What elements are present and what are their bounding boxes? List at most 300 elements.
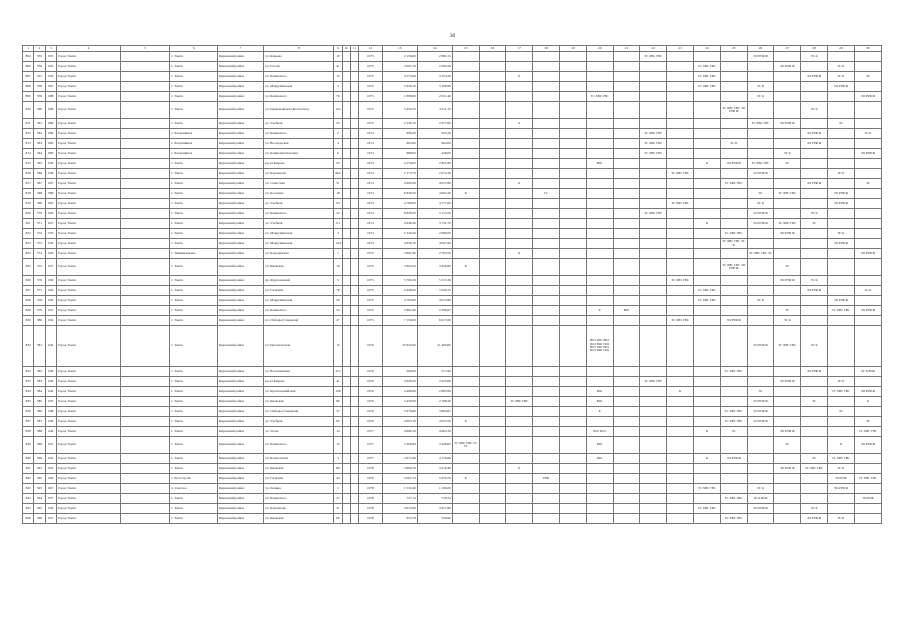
- table-cell-col-12: 1975: [359, 306, 383, 316]
- table-cell-col-1: 845: [23, 504, 34, 514]
- table-cell-col-24: [693, 209, 720, 219]
- table-cell-col-13: 996,20: [382, 129, 417, 139]
- table-cell-col-30: ЭС К: [854, 286, 881, 296]
- table-cell-col-21: [613, 276, 640, 286]
- table-cell-col-26: ТС ХВС ГВС ЭС: [747, 249, 774, 259]
- table-cell-col-10: [342, 367, 350, 377]
- table-cell-col-19: [560, 494, 587, 504]
- table-cell-col-12: 1975: [359, 52, 383, 62]
- table-cell-col-21: [613, 199, 640, 209]
- table-cell-col-24: ТС ХВС ГВС: [693, 62, 720, 72]
- table-cell-col-18: [533, 169, 560, 179]
- table-cell-col-5: [120, 296, 169, 306]
- table-cell-col-15: [452, 139, 479, 149]
- table-cell-col-25: [720, 387, 747, 397]
- table-cell-col-14: 448,00: [417, 149, 452, 159]
- column-number-8: 8: [264, 46, 334, 52]
- table-cell-col-19: [560, 209, 587, 219]
- column-number-28: 28: [801, 46, 828, 52]
- table-row: [23, 306, 882, 316]
- table-cell-col-25: [720, 464, 747, 474]
- column-number-9: 9: [334, 46, 342, 52]
- table-cell-col-13: 3 396,84: [382, 437, 417, 454]
- table-cell-col-24: [693, 189, 720, 199]
- table-cell-col-26: ЭО РУФ Ф: [747, 219, 774, 229]
- table-cell-col-8: ул. Учебная: [264, 119, 334, 129]
- table-cell-col-28: [801, 199, 828, 209]
- table-cell-col-15: [452, 464, 479, 474]
- table-cell-col-26: [747, 102, 774, 119]
- table-cell-col-17: [506, 199, 533, 209]
- table-cell-col-3: 620: [45, 209, 56, 219]
- table-cell-col-1: 833: [23, 377, 34, 387]
- table-cell-col-2: 584: [34, 387, 45, 397]
- table-cell-col-25: [720, 377, 747, 387]
- table-cell-col-2: 555: [34, 52, 45, 62]
- table-cell-col-14: 3 323,80: [417, 377, 452, 387]
- table-cell-col-8: пл. Победы (Северная): [264, 316, 334, 326]
- table-cell-col-16: [479, 276, 506, 286]
- table-cell-col-28: [801, 239, 828, 249]
- table-cell-col-12: 1975: [359, 316, 383, 326]
- table-cell-col-1: 827: [23, 286, 34, 296]
- column-number-10: 10: [342, 46, 350, 52]
- table-row: [23, 367, 882, 377]
- table-cell-col-28: ЭО РУФ Ф: [801, 367, 828, 377]
- table-cell-col-17: [506, 514, 533, 524]
- table-cell-col-19: [560, 159, 587, 169]
- table-cell-col-28: ЭС К: [801, 276, 828, 286]
- table-cell-col-21: [613, 259, 640, 276]
- table-cell-col-6: г. Томск: [170, 316, 217, 326]
- table-cell-col-17: [506, 82, 533, 92]
- table-cell-col-30: ЭО РУФ Ф: [854, 306, 881, 316]
- table-cell-col-10: [342, 397, 350, 407]
- table-cell-col-28: ТС ХВС ГВС: [801, 464, 828, 474]
- table-cell-col-26: [747, 367, 774, 377]
- table-cell-col-24: [693, 169, 720, 179]
- table-cell-col-17: [506, 296, 533, 306]
- table-cell-col-30: ЭО РУФ Ф: [854, 92, 881, 102]
- table-cell-col-23: [667, 129, 694, 139]
- table-cell-col-19: [560, 407, 587, 417]
- table-cell-col-3: 638: [45, 169, 56, 179]
- table-cell-col-10: [342, 102, 350, 119]
- table-cell-col-4: Город Томск: [56, 316, 120, 326]
- table-cell-col-25: ЭО РУФ Ф: [720, 159, 747, 169]
- table-cell-col-11: [350, 249, 358, 259]
- table-cell-col-30: [854, 209, 881, 219]
- table-cell-col-19: [560, 62, 587, 72]
- table-cell-col-16: [479, 259, 506, 276]
- table-cell-col-11: [350, 209, 358, 219]
- table-cell-col-20: [586, 199, 613, 209]
- table-cell-col-2: 594: [34, 494, 45, 504]
- table-cell-col-28: [801, 259, 828, 276]
- table-cell-col-14: 2 031,40: [417, 92, 452, 102]
- table-cell-col-2: 570: [34, 209, 45, 219]
- table-cell-col-10: [342, 199, 350, 209]
- table-cell-col-30: ЭО РУФ Ф: [854, 387, 881, 397]
- table-cell-col-13: 566,60: [382, 367, 417, 377]
- table-cell-col-14: 935,20: [417, 129, 452, 139]
- table-cell-col-23: [667, 397, 694, 407]
- table-cell-col-1: 821: [23, 219, 34, 229]
- table-cell-col-30: ЭО РУФ Ф: [854, 437, 881, 454]
- table-cell-col-29: [827, 494, 854, 504]
- table-cell-col-29: [827, 149, 854, 159]
- table-cell-col-16: [479, 239, 506, 249]
- table-cell-col-25: ТС ХВС ГВС: [720, 367, 747, 377]
- table-cell-col-10: [342, 159, 350, 169]
- table-cell-col-29: [827, 219, 854, 229]
- table-cell-col-24: [693, 149, 720, 159]
- table-cell-col-18: [533, 514, 560, 524]
- table-cell-col-4: Город Томск: [56, 286, 120, 296]
- table-cell-col-11: [350, 296, 358, 306]
- column-number-21: 21: [613, 46, 640, 52]
- table-cell-col-21: [613, 464, 640, 474]
- table-cell-col-13: 4 468,90: [382, 387, 417, 397]
- table-cell-col-20: [586, 504, 613, 514]
- table-cell-col-12: 1978: [359, 514, 383, 524]
- table-cell-col-24: К: [693, 427, 720, 437]
- table-cell-col-10: [342, 209, 350, 219]
- table-cell-col-4: Город Томск: [56, 92, 120, 102]
- table-cell-col-23: [667, 249, 694, 259]
- table-cell-col-13: 4 900,50: [382, 179, 417, 189]
- table-cell-col-11: [350, 437, 358, 454]
- table-cell-col-8: ул. Косарева: [264, 189, 334, 199]
- table-cell-col-9: 12а: [334, 102, 342, 119]
- table-cell-col-19: [560, 316, 587, 326]
- column-number-26: 26: [747, 46, 774, 52]
- table-cell-col-26: [747, 427, 774, 437]
- table-cell-col-16: [479, 229, 506, 239]
- table-cell-col-1: 804: [23, 52, 34, 62]
- table-cell-col-11: [350, 82, 358, 92]
- table-cell-col-3: 657: [45, 494, 56, 504]
- table-cell-col-4: Город Томск: [56, 397, 120, 407]
- table-cell-col-27: ЭО РУФ Ф: [774, 119, 801, 129]
- table-cell-col-26: [747, 129, 774, 139]
- table-cell-col-7: Кировский район: [217, 52, 263, 62]
- table-cell-col-20: [586, 484, 613, 494]
- table-cell-col-20: [586, 72, 613, 82]
- table-cell-col-30: ЭС К: [854, 129, 881, 139]
- table-cell-col-27: [774, 484, 801, 494]
- table-cell-col-20: [586, 129, 613, 139]
- table-cell-col-28: ЭС К: [801, 52, 828, 62]
- table-cell-col-23: [667, 159, 694, 169]
- table-cell-col-29: ЭО РУФ Ф: [827, 189, 854, 199]
- table-cell-col-18: [533, 286, 560, 296]
- table-cell-col-26: ЭС К: [747, 82, 774, 92]
- table-cell-col-22: [640, 102, 667, 119]
- table-cell-col-19: [560, 474, 587, 484]
- table-cell-col-25: [720, 209, 747, 219]
- column-number-17: 17: [506, 46, 533, 52]
- table-cell-col-8: пл. Победы (Северная): [264, 407, 334, 417]
- table-cell-col-5: [120, 276, 169, 286]
- table-cell-col-7: Кировский район: [217, 239, 263, 249]
- table-cell-col-22: [640, 427, 667, 437]
- table-cell-col-1: 832: [23, 326, 34, 367]
- table-cell-col-25: ТС ХВС ГВС: [720, 229, 747, 239]
- table-cell-col-16: [479, 367, 506, 377]
- table-cell-col-17: К: [506, 179, 533, 189]
- table-cell-col-7: Кировский район: [217, 219, 263, 229]
- table-cell-col-5: [120, 102, 169, 119]
- table-cell-col-1: 843: [23, 484, 34, 494]
- table-cell-col-21: [613, 286, 640, 296]
- table-cell-col-27: ЭО РУФ Ф: [774, 62, 801, 72]
- table-cell-col-28: [801, 119, 828, 129]
- table-cell-col-25: ЭС: [720, 427, 747, 437]
- table-row: [23, 129, 882, 139]
- table-cell-col-29: ЭС К: [827, 62, 854, 72]
- table-cell-col-2: 561: [34, 119, 45, 129]
- table-cell-col-26: [747, 316, 774, 326]
- table-cell-col-3: 642: [45, 159, 56, 169]
- table-cell-col-25: [720, 276, 747, 286]
- table-cell-col-7: Кировский район: [217, 189, 263, 199]
- table-cell-col-14: 3 011,70: [417, 102, 452, 119]
- table-cell-col-26: ЭС К: [747, 484, 774, 494]
- table-row: [23, 139, 882, 149]
- table-cell-col-7: Кировский район: [217, 179, 263, 189]
- table-cell-col-8: ул. Мокрушинская: [264, 82, 334, 92]
- table-cell-col-1: 806: [23, 62, 34, 72]
- table-cell-col-18: [533, 367, 560, 377]
- table-row: [23, 239, 882, 249]
- table-cell-col-15: [452, 306, 479, 316]
- table-cell-col-10: [342, 82, 350, 92]
- table-cell-col-16: [479, 427, 506, 437]
- table-cell-col-13: 737,14: [382, 494, 417, 504]
- table-cell-col-14: 4 097,90: [417, 239, 452, 249]
- table-cell-col-22: ТС ХВС ГВС: [640, 377, 667, 387]
- table-cell-col-2: 595: [34, 504, 45, 514]
- table-cell-col-16: [479, 139, 506, 149]
- table-row: [23, 387, 882, 397]
- table-cell-col-6: г. Томск: [170, 189, 217, 199]
- table-cell-col-25: ТС ХВС ГВС: [720, 407, 747, 417]
- table-cell-col-13: 3 430,00: [382, 397, 417, 407]
- table-cell-col-5: [120, 82, 169, 92]
- table-cell-col-2: 583: [34, 377, 45, 387]
- table-cell-col-15: [452, 119, 479, 129]
- table-cell-col-13: 688,00: [382, 149, 417, 159]
- table-row: [23, 249, 882, 259]
- table-cell-col-27: [774, 286, 801, 296]
- table-cell-col-22: [640, 249, 667, 259]
- table-cell-col-12: 1975: [359, 249, 383, 259]
- table-cell-col-22: [640, 514, 667, 524]
- table-cell-col-29: ЭС К: [827, 72, 854, 82]
- table-cell-col-9: 80: [334, 397, 342, 407]
- table-cell-col-1: 833: [23, 367, 34, 377]
- table-cell-col-8: ул. Белинского: [264, 437, 334, 454]
- table-cell-col-22: [640, 437, 667, 454]
- table-cell-col-5: [120, 397, 169, 407]
- table-cell-col-16: [479, 504, 506, 514]
- table-cell-col-24: [693, 119, 720, 129]
- table-cell-col-2: 590: [34, 454, 45, 464]
- table-cell-col-15: [452, 484, 479, 494]
- table-cell-col-29: ТС ХВС ГВС: [827, 454, 854, 464]
- table-cell-col-11: [350, 62, 358, 72]
- table-cell-col-5: [120, 484, 169, 494]
- table-cell-col-3: 697: [45, 82, 56, 92]
- table-cell-col-11: [350, 286, 358, 296]
- table-cell-col-20: [586, 377, 613, 387]
- column-number-23: 23: [667, 46, 694, 52]
- table-cell-col-15: [452, 129, 479, 139]
- table-cell-col-15: [452, 367, 479, 377]
- table-cell-col-5: [120, 229, 169, 239]
- table-cell-col-6: г. Томск: [170, 179, 217, 189]
- table-cell-col-20: [586, 296, 613, 306]
- table-cell-col-9: 41: [334, 377, 342, 387]
- table-cell-col-2: 572: [34, 229, 45, 239]
- table-cell-col-11: [350, 464, 358, 474]
- table-cell-col-24: [693, 199, 720, 209]
- table-cell-col-10: [342, 306, 350, 316]
- table-cell-col-9: 66: [334, 514, 342, 524]
- table-cell-col-1: 819: [23, 199, 34, 209]
- column-number-22: 22: [640, 46, 667, 52]
- table-cell-col-8: ул. Гагарина: [264, 286, 334, 296]
- column-number-6: 6: [170, 46, 217, 52]
- table-cell-col-7: Кировский район: [217, 306, 263, 316]
- table-cell-col-19: [560, 397, 587, 407]
- table-cell-col-20: [586, 149, 613, 159]
- table-cell-col-20: [586, 62, 613, 72]
- table-cell-col-24: [693, 437, 720, 454]
- table-cell-col-5: [120, 437, 169, 454]
- table-cell-col-19: [560, 169, 587, 179]
- table-cell-col-17: [506, 139, 533, 149]
- table-cell-col-19: [560, 417, 587, 427]
- table-cell-col-23: [667, 139, 694, 149]
- table-cell-col-10: [342, 149, 350, 159]
- table-cell-col-17: К: [506, 119, 533, 129]
- table-cell-col-24: [693, 179, 720, 189]
- table-cell-col-13: 4 880,10: [382, 427, 417, 437]
- table-cell-col-28: [801, 169, 828, 179]
- table-cell-col-23: [667, 52, 694, 62]
- table-cell-col-23: [667, 259, 694, 276]
- table-cell-col-13: 4 850,10: [382, 239, 417, 249]
- table-row: [23, 62, 882, 72]
- table-cell-col-3: 656: [45, 474, 56, 484]
- table-cell-col-15: [452, 316, 479, 326]
- table-cell-col-16: [479, 249, 506, 259]
- table-cell-col-8: ул. Киевская: [264, 464, 334, 474]
- table-cell-col-22: ТС ХВС ГВС: [640, 149, 667, 159]
- table-cell-col-4: Город Томск: [56, 387, 120, 397]
- table-cell-col-28: [801, 159, 828, 169]
- table-row: [23, 199, 882, 209]
- table-cell-col-11: [350, 407, 358, 417]
- table-cell-col-20: [586, 139, 613, 149]
- table-cell-col-22: [640, 159, 667, 169]
- table-cell-col-25: [720, 504, 747, 514]
- table-cell-col-6: г. Томск: [170, 397, 217, 407]
- table-cell-col-27: [774, 387, 801, 397]
- table-cell-col-11: [350, 102, 358, 119]
- table-cell-col-6: г. Томск: [170, 219, 217, 229]
- table-cell-col-18: [533, 326, 560, 367]
- table-cell-col-24: [693, 377, 720, 387]
- table-cell-col-1: 822: [23, 229, 34, 239]
- table-cell-col-9: 50: [334, 159, 342, 169]
- table-cell-col-2: 562: [34, 129, 45, 139]
- table-cell-col-25: ЭС К: [720, 139, 747, 149]
- table-cell-col-2: 581: [34, 326, 45, 367]
- table-cell-col-15: [452, 286, 479, 296]
- table-cell-col-29: [827, 139, 854, 149]
- table-row: [23, 454, 882, 464]
- table-row: [23, 494, 882, 504]
- table-cell-col-2: 586: [34, 407, 45, 417]
- table-cell-col-5: [120, 474, 169, 484]
- table-cell-col-18: [533, 296, 560, 306]
- table-cell-col-4: Город Томск: [56, 474, 120, 484]
- table-cell-col-9: 15: [334, 326, 342, 367]
- table-cell-col-19: [560, 219, 587, 229]
- table-cell-col-13: 3 964,50: [382, 259, 417, 276]
- table-cell-col-16: [479, 149, 506, 159]
- table-cell-col-17: К: [506, 249, 533, 259]
- table-cell-col-27: [774, 92, 801, 102]
- table-cell-col-29: [827, 276, 854, 286]
- table-cell-col-4: Город Томск: [56, 52, 120, 62]
- table-cell-col-13: 23 632,00: [382, 326, 417, 367]
- table-cell-col-10: [342, 474, 350, 484]
- table-cell-col-14: 1 199,00: [417, 484, 452, 494]
- table-cell-col-13: 3 607,10: [382, 62, 417, 72]
- table-cell-col-14: 3 323,20: [417, 72, 452, 82]
- table-cell-col-24: [693, 102, 720, 119]
- table-cell-col-3: 648: [45, 407, 56, 417]
- table-cell-col-22: [640, 484, 667, 494]
- table-cell-col-23: ТС ХВС ГВС: [667, 276, 694, 286]
- table-cell-col-6: г. Томск: [170, 417, 217, 427]
- table-cell-col-23: [667, 92, 694, 102]
- table-cell-col-26: [747, 149, 774, 159]
- table-cell-col-22: [640, 276, 667, 286]
- table-cell-col-13: 953,78: [382, 514, 417, 524]
- table-cell-col-24: [693, 92, 720, 102]
- table-cell-col-17: [506, 92, 533, 102]
- table-cell-col-21: [613, 417, 640, 427]
- table-cell-col-4: Город Томск: [56, 326, 120, 367]
- table-cell-col-1: 836: [23, 407, 34, 417]
- table-cell-col-30: ЭО РУФ Ф: [854, 249, 881, 259]
- table-cell-col-6: г. Томск: [170, 514, 217, 524]
- table-cell-col-29: [827, 417, 854, 427]
- column-number-4: 4: [56, 46, 120, 52]
- table-cell-col-24: [693, 139, 720, 149]
- table-cell-col-18: [533, 387, 560, 397]
- table-cell-col-3: 640: [45, 367, 56, 377]
- table-cell-col-10: [342, 407, 350, 417]
- table-cell-col-22: [640, 417, 667, 427]
- table-cell-col-3: 627: [45, 259, 56, 276]
- table-cell-col-24: ТС ХВС ГВС: [693, 484, 720, 494]
